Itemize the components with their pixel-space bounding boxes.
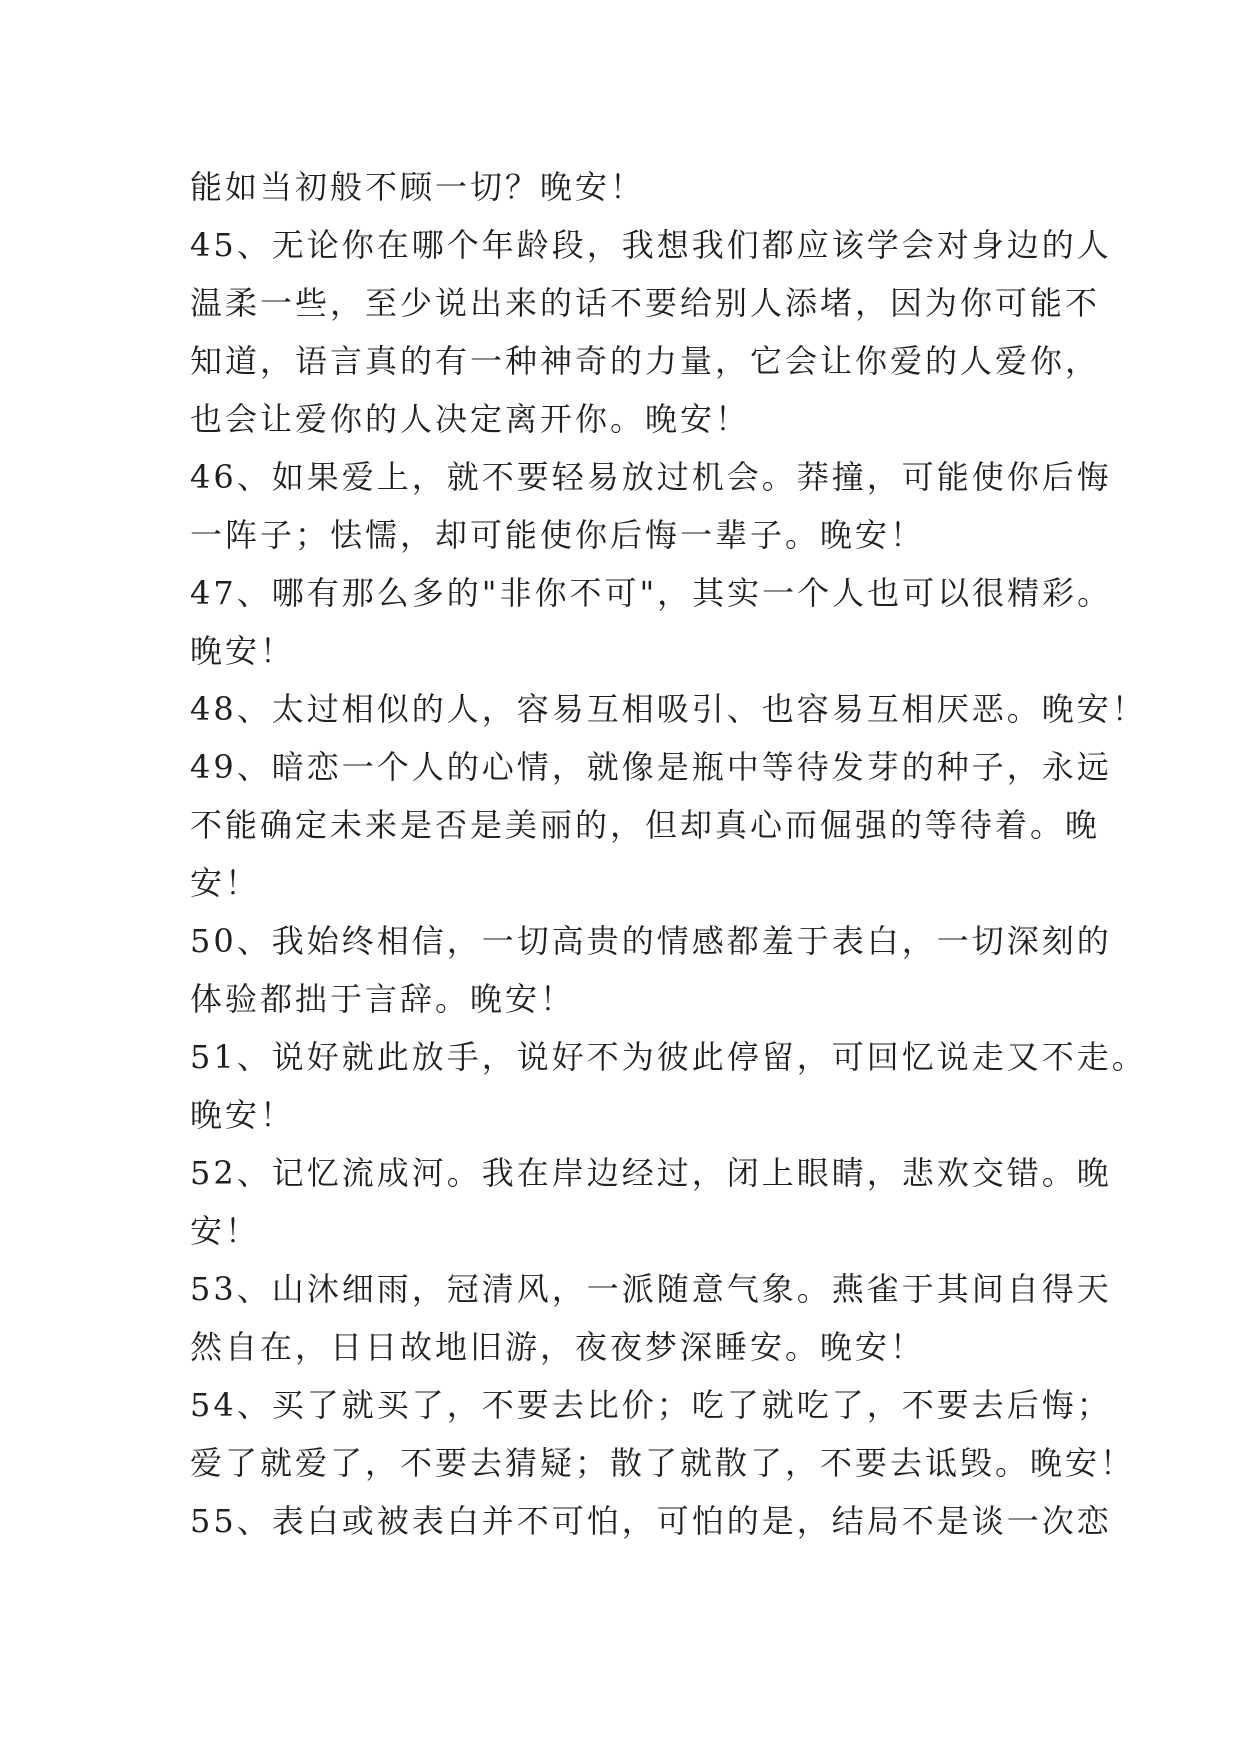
text-line: 能如当初般不顾一切？晚安！ <box>190 168 646 206</box>
text-line: 爱了就爱了，不要去猜疑；散了就散了，不要去诋毁。晚安！ <box>190 1444 1136 1482</box>
text-line: 体验都拙于言辞。晚安！ <box>190 980 576 1018</box>
text-line: 50、我始终相信，一切高贵的情感都羞于表白，一切深刻的 <box>190 922 1112 960</box>
text-line: 46、如果爱上，就不要轻易放过机会。莽撞，可能使你后悔 <box>190 458 1112 496</box>
text-line: 知道，语言真的有一种神奇的力量，它会让你爱的人爱你， <box>190 342 1101 380</box>
text-line: 晚安！ <box>190 1096 296 1134</box>
text-line: 安！ <box>190 1212 261 1250</box>
text-line: 51、说好就此放手，说好不为彼此停留，可回忆说走又不走。 <box>190 1038 1147 1076</box>
text-line: 晚安！ <box>190 632 296 670</box>
text-line: 47、哪有那么多的"非你不可"，其实一个人也可以很精彩。 <box>190 574 1113 612</box>
text-line: 安！ <box>190 864 261 902</box>
text-line: 不能确定未来是否是美丽的，但却真心而倔强的等待着。晚 <box>190 806 1101 844</box>
text-line: 52、记忆流成河。我在岸边经过，闭上眼睛，悲欢交错。晚 <box>190 1154 1112 1192</box>
text-line: 45、无论你在哪个年龄段，我想我们都应该学会对身边的人 <box>190 226 1112 264</box>
text-line: 55、表白或被表白并不可怕，可怕的是，结局不是谈一次恋 <box>190 1502 1112 1540</box>
text-line: 一阵子；怯懦，却可能使你后悔一辈子。晚安！ <box>190 516 926 554</box>
body-text <box>190 158 1147 1550</box>
text-line: 53、山沐细雨，冠清风，一派随意气象。燕雀于其间自得天 <box>190 1270 1112 1308</box>
text-line: 48、太过相似的人，容易互相吸引、也容易互相厌恶。晚安！ <box>190 690 1147 728</box>
text-line: 54、买了就买了，不要去比价；吃了就吃了，不要去后悔； <box>190 1386 1112 1424</box>
text-line: 温柔一些，至少说出来的话不要给别人添堵，因为你可能不 <box>190 284 1101 322</box>
text-line: 然自在，日日故地旧游，夜夜梦深睡安。晚安！ <box>190 1328 926 1366</box>
text-line: 49、暗恋一个人的心情，就像是瓶中等待发芽的种子，永远 <box>190 748 1112 786</box>
text-line: 也会让爱你的人决定离开你。晚安！ <box>190 400 751 438</box>
